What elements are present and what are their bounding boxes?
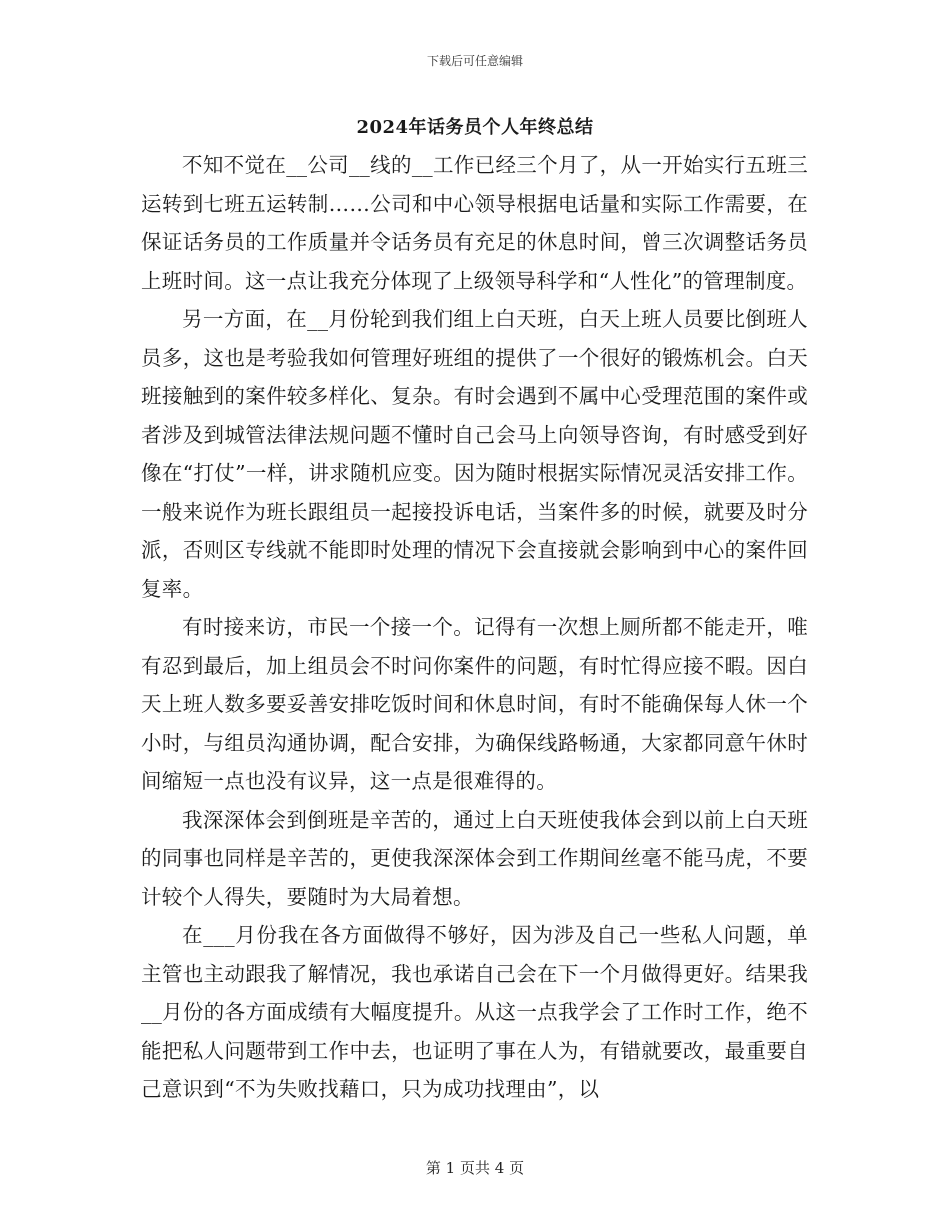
page-number: 第 1 页共 4 页 — [425, 1159, 525, 1177]
paragraph: 我深深体会到倒班是辛苦的，通过上白天班使我体会到以前上白天班的同事也同样是辛苦的，更使我深深体会到工作期间丝毫不能马虎，不要计较个人得失，要随时为大局着想。 — [141, 807, 808, 909]
page-header: 下载后可任意编辑 — [426, 54, 523, 68]
paragraph: 不知不觉在__公司__线的__工作已经三个月了，从一开始实行五班三运转到七班五运转制……公司和中心领导根据电话量和实际工作需要，在保证话务员的工作质量并令话务员有充足的休息时间，曾三次调整话务员上班时间。这一点让我充分体现了上级领导科学和“人性化”的管理制度。 — [141, 153, 808, 293]
document-body — [141, 146, 808, 1109]
paragraph: 在___月份我在各方面做得不够好，因为涉及自己一些私人问题，单主管也主动跟我了解情况，我也承诺自己会在下一个月做得更好。结果我__月份的各方面成绩有大幅度提升。从这一点我学会了工作时工作，绝不能把私人问题带到工作中去，也证明了事在人为，有错就要改，最重要自己意识到“不为失败找藉口，只为成功找理由”，以 — [141, 923, 808, 1101]
paragraph: 有时接来访，市民一个接一个。记得有一次想上厕所都不能走开，唯有忍到最后，加上组员会不时问你案件的问题，有时忙得应接不暇。因白天上班人数多要妥善安排吃饭时间和休息时间，有时不能确保每人休一个小时，与组员沟通协调，配合安排，为确保线路畅通，大家都同意午休时间缩短一点也没有议异，这一点是很难得的。 — [141, 615, 808, 793]
paragraph: 另一方面，在__月份轮到我们组上白天班，白天上班人员要比倒班人员多，这也是考验我如何管理好班组的提供了一个很好的锻炼机会。白天班接触到的案件较多样化、复杂。有时会遇到不属中心受理范围的案件或者涉及到城管法律法规问题不懂时自己会马上向领导咨询，有时感受到好像在“打仗”一样，讲求随机应变。因为随时根据实际情况灵活安排工作。一般来说作为班长跟组员一起接投诉电话，当案件多的时候，就要及时分派，否则区专线就不能即时处理的情况下会直接就会影响到中心的案件回复率。 — [141, 307, 808, 601]
document-title: 2024年话务员个人年终总结 — [356, 117, 594, 138]
